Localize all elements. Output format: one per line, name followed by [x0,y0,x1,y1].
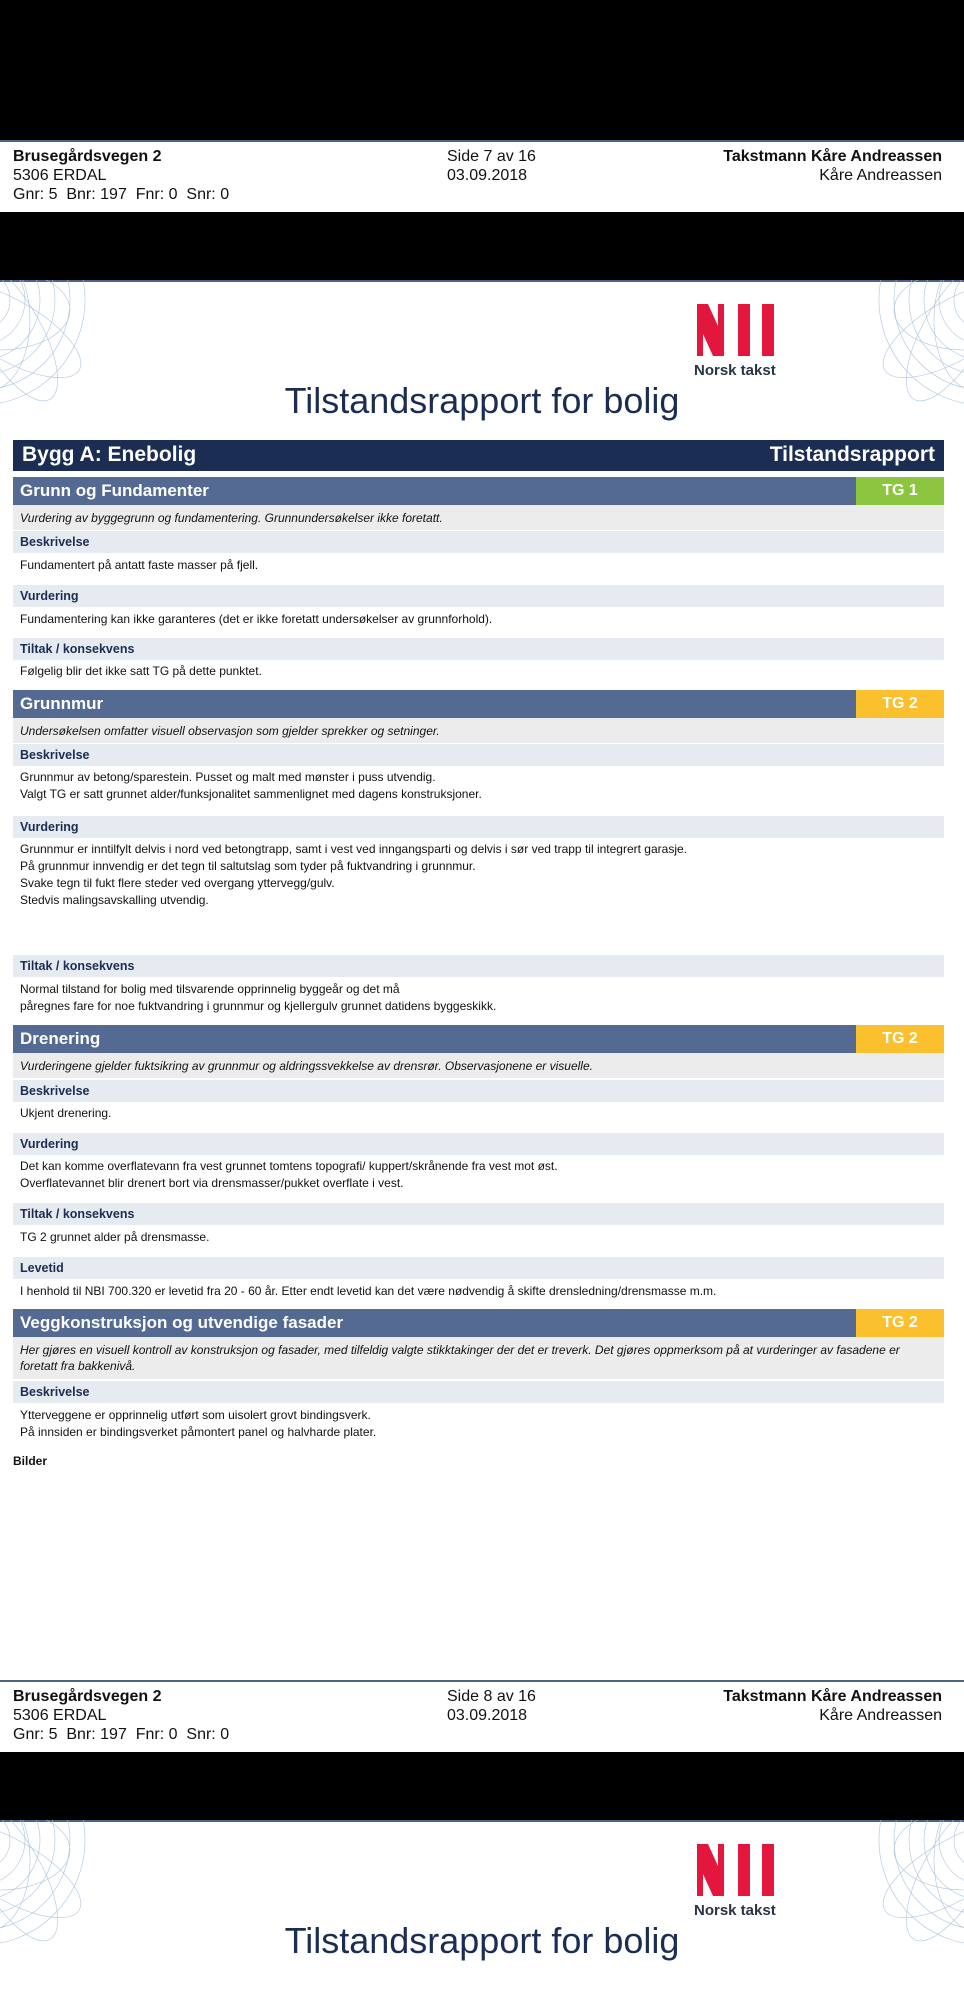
label-levetid: Levetid [13,1257,944,1279]
label-vurdering: Vurdering [13,816,944,838]
label-tiltak: Tiltak / konsekvens [13,638,944,660]
label-beskrivelse: Beskrivelse [13,744,944,766]
label-beskrivelse: Beskrivelse [13,531,944,553]
text-beskrivelse: Ytterveggene er opprinnelig utført som uisolert grovt bindingsverk. På innsiden er bindingsverket påmontert panel og halvharde plater. [20,1408,377,1439]
footer-person: Kåre Andreassen [819,167,942,184]
text-vurdering: Det kan komme overflatevann fra vest grunnet tomtens topografi/ kuppert/skrånende fra vest mot øst. Overflatevannet blir drenert bort via drensmasser/pukket overflate i vest. [20,1159,558,1190]
tg-badge: TG 2 [856,1309,944,1337]
footer-right [723,147,942,185]
tg-badge: TG 2 [856,690,944,718]
tg-badge: TG 2 [856,1025,944,1053]
section-title: Drenering [20,1029,101,1048]
footer-company: Takstmann Kåre Andreassen [723,148,942,165]
footer-person: Kåre Andreassen [819,1707,942,1724]
page-footer-8 [0,1680,964,1752]
footer-left [13,147,229,204]
text-tiltak: TG 2 grunnet alder på drensmasse. [20,1230,210,1244]
footer-mid [447,1687,536,1725]
report-title: Tilstandsrapport for bolig [284,380,680,421]
section-header-grunn [13,477,944,505]
black-band-bottom [0,1752,964,1820]
bygg-header [13,440,944,471]
logo-text: Norsk takst [694,1902,776,1919]
text-beskrivelse: Fundamentert på antatt faste masser på fjell. [20,558,259,572]
bilder-label: Bilder [13,1454,48,1468]
section-title: Grunnmur [20,694,104,713]
section-title: Grunn og Fundamenter [20,481,209,500]
bygg-name: Bygg A: Enebolig [22,443,197,466]
footer-date: 03.09.2018 [447,1707,528,1724]
section-title: Veggkonstruksjon og utvendige fasader [20,1313,344,1332]
text-levetid: I henhold til NBI 700.320 er levetid fra 20 - 60 år. Etter endt levetid kan det være nødvendig å skifte drensledning/drensmasse m.m. [20,1284,717,1298]
footer-address: Brusegårdsvegen 2 [13,1688,162,1705]
footer-company: Takstmann Kåre Andreassen [723,1688,942,1705]
footer-ids: Gnr: 5 Bnr: 197 Fnr: 0 Snr: 0 [13,186,230,203]
section-intro: Vurderingene gjelder fuktsikring av grunnmur og aldringssvekkelse av drensrør. Observasjonene er visuelle. [13,1053,944,1078]
footer-date: 03.09.2018 [447,167,528,184]
section-intro: Her gjøres en visuell kontroll av konstruksjon og fasader, med tilfeldig valgte stikktakinger der det er treverk. Det gjøres oppmerksom på at vurderinger av fasadene er foretatt fra bakkenivå. [13,1337,944,1379]
section-intro: Undersøkelsen omfatter visuell observasjon som gjelder sprekker og setninger. [13,718,944,743]
label-beskrivelse: Beskrivelse [13,1080,944,1102]
text-beskrivelse: Grunnmur av betong/sparestein. Pusset og malt med mønster i puss utvendig. Valgt TG er satt grunnet alder/funksjonalitet sammenlignet med dagens konstruksjoner. [20,770,482,801]
label-tiltak: Tiltak / konsekvens [13,955,944,977]
black-band-top [0,0,964,72]
logo-mark-icon [694,1840,794,1900]
section-intro: Vurdering av byggegrunn og fundamentering. Grunnundersøkelser ikke foretatt. [13,505,944,530]
section-header-drenering [13,1025,944,1053]
footer-page: Side 8 av 16 [447,1688,536,1705]
label-beskrivelse: Beskrivelse [13,1381,944,1403]
footer-mid [447,147,536,185]
label-vurdering: Vurdering [13,585,944,607]
logo-text: Norsk takst [694,362,776,379]
footer-right [723,1687,942,1725]
report-title: Tilstandsrapport for bolig [284,1920,680,1961]
bygg-type: Tilstandsrapport [769,443,935,466]
label-vurdering: Vurdering [13,1133,944,1155]
text-beskrivelse: Ukjent drenering. [20,1106,112,1120]
footer-address: Brusegårdsvegen 2 [13,148,162,165]
text-tiltak: Følgelig blir det ikke satt TG på dette punktet. [20,664,262,678]
page-top-line [0,1820,964,1822]
footer-left [13,1687,229,1744]
page-top-line [0,280,964,282]
footer-page: Side 7 av 16 [447,148,536,165]
text-vurdering: Grunnmur er inntilfylt delvis i nord ved betongtrapp, samt i vest ved inngangsparti og delvis i sør ved trapp til integrert garasje. På grunnmur innvendig er det tegn til saltutslag som tyder på fuktvandring i grunnmur. Svake tegn til fukt flere steder ved overgang yttervegg/gulv. Stedvis malingsavskalling utvendig. [20,842,687,907]
footer-ids: Gnr: 5 Bnr: 197 Fnr: 0 Snr: 0 [13,1726,230,1743]
section-header-veggkonstruksjon [13,1309,944,1337]
logo-mark-icon [694,300,794,360]
tg-badge: TG 1 [856,477,944,505]
page-9 [0,1820,964,2000]
label-tiltak: Tiltak / konsekvens [13,1203,944,1225]
footer-postal: 5306 ERDAL [13,1707,107,1724]
section-header-grunnmur [13,690,944,718]
footer-postal: 5306 ERDAL [13,167,107,184]
text-tiltak: Normal tilstand for bolig med tilsvarende opprinnelig byggeår og det må påregnes fare for noe fuktvandring i grunnmur og kjellergulv grunnet datidens byggeskikk. [20,982,497,1013]
text-vurdering: Fundamentering kan ikke garanteres (det er ikke foretatt undersøkelser av grunnforhold). [20,612,493,626]
page-footer-7 [0,140,964,212]
